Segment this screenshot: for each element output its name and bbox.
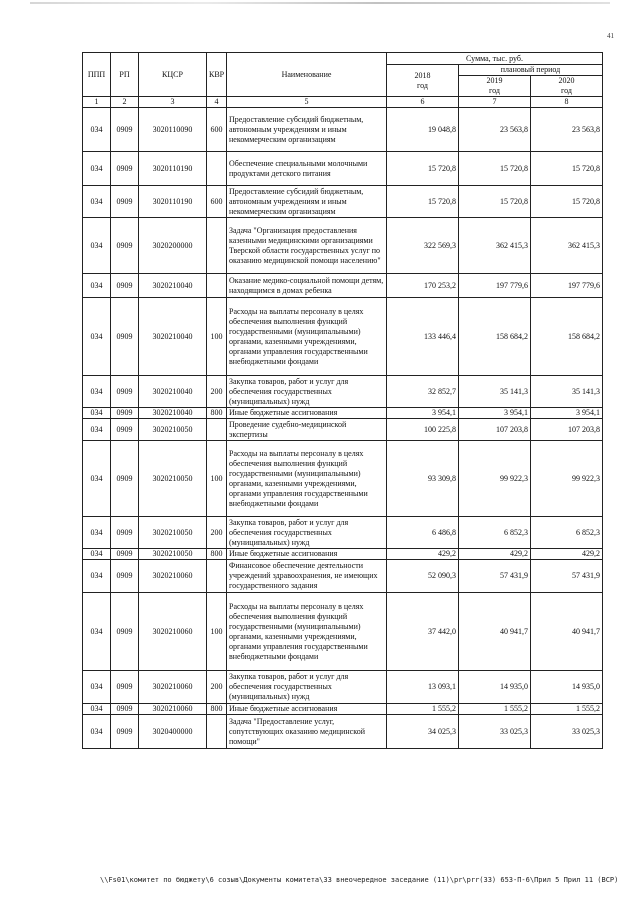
value-2018-cell: 100 225,8	[387, 419, 459, 441]
ppp-cell: 034	[83, 274, 111, 298]
value-2019-cell: 99 922,3	[459, 441, 531, 517]
kvr-cell	[207, 560, 227, 593]
table-row	[83, 593, 603, 671]
table-row	[83, 274, 603, 298]
ppp-cell: 034	[83, 152, 111, 186]
value-2018-cell: 15 720,8	[387, 186, 459, 218]
value-2019-cell: 3 954,1	[459, 408, 531, 419]
ppp-cell: 034	[83, 549, 111, 560]
value-2020-cell: 23 563,8	[531, 108, 603, 152]
ppp-cell: 034	[83, 419, 111, 441]
table-row	[83, 108, 603, 152]
table-body	[83, 108, 603, 749]
value-2019-cell: 57 431,9	[459, 560, 531, 593]
kvr-cell: 200	[207, 517, 227, 549]
kcsr-cell: 3020110090	[139, 108, 207, 152]
ppp-cell: 034	[83, 671, 111, 704]
rp-cell: 0909	[111, 704, 139, 715]
value-2020-cell: 14 935,0	[531, 671, 603, 704]
header-sum: Сумма, тыс. руб.	[387, 53, 603, 65]
value-2018-cell: 133 446,4	[387, 298, 459, 376]
value-2020-cell: 33 025,3	[531, 715, 603, 749]
rp-cell: 0909	[111, 152, 139, 186]
rp-cell: 0909	[111, 671, 139, 704]
col-number: 6	[387, 97, 459, 108]
kcsr-cell: 3020210060	[139, 671, 207, 704]
kcsr-cell: 3020210040	[139, 274, 207, 298]
value-2018-cell: 37 442,0	[387, 593, 459, 671]
name-cell: Закупка товаров, работ и услуг для обеспечения государственных (муниципальных) нужд	[227, 517, 387, 549]
name-cell: Проведение судебно-медицинской экспертизы	[227, 419, 387, 441]
value-2020-cell: 35 141,3	[531, 376, 603, 408]
value-2019-cell: 158 684,2	[459, 298, 531, 376]
value-2019-cell: 197 779,6	[459, 274, 531, 298]
kvr-cell	[207, 274, 227, 298]
page-number: 41	[607, 32, 614, 40]
header-ppp: ППП	[83, 53, 111, 97]
col-number: 8	[531, 97, 603, 108]
header-name: Наименование	[227, 53, 387, 97]
value-2018-cell: 429,2	[387, 549, 459, 560]
header-year-2019: 2019 год	[459, 76, 531, 97]
value-2020-cell: 15 720,8	[531, 186, 603, 218]
kcsr-cell: 3020210050	[139, 441, 207, 517]
header-kcsr: КЦСР	[139, 53, 207, 97]
kvr-cell: 800	[207, 704, 227, 715]
header-rp: РП	[111, 53, 139, 97]
ppp-cell: 034	[83, 560, 111, 593]
ppp-cell: 034	[83, 376, 111, 408]
value-2020-cell: 107 203,8	[531, 419, 603, 441]
value-2019-cell: 1 555,2	[459, 704, 531, 715]
table-row	[83, 671, 603, 704]
ppp-cell: 034	[83, 186, 111, 218]
kcsr-cell: 3020210040	[139, 298, 207, 376]
table-row	[83, 298, 603, 376]
table-row	[83, 376, 603, 408]
kvr-cell: 800	[207, 549, 227, 560]
kvr-cell	[207, 218, 227, 274]
col-number: 2	[111, 97, 139, 108]
header-year-2018: 2018 год	[387, 65, 459, 97]
ppp-cell: 034	[83, 715, 111, 749]
rp-cell: 0909	[111, 715, 139, 749]
value-2019-cell: 15 720,8	[459, 186, 531, 218]
value-2019-cell: 107 203,8	[459, 419, 531, 441]
kcsr-cell: 3020210060	[139, 704, 207, 715]
rp-cell: 0909	[111, 560, 139, 593]
kvr-cell: 100	[207, 298, 227, 376]
table-row	[83, 152, 603, 186]
value-2020-cell: 15 720,8	[531, 152, 603, 186]
header-year-2020: 2020 год	[531, 76, 603, 97]
value-2018-cell: 52 090,3	[387, 560, 459, 593]
name-cell: Предоставление субсидий бюджетным, автономным учреждениям и иным некоммерческим организациям	[227, 186, 387, 218]
kcsr-cell: 3020210060	[139, 560, 207, 593]
value-2018-cell: 34 025,3	[387, 715, 459, 749]
value-2018-cell: 13 093,1	[387, 671, 459, 704]
name-cell: Обеспечение специальными молочными продуктами детского питания	[227, 152, 387, 186]
ppp-cell: 034	[83, 108, 111, 152]
rp-cell: 0909	[111, 549, 139, 560]
rp-cell: 0909	[111, 218, 139, 274]
kcsr-cell: 3020200000	[139, 218, 207, 274]
table-row	[83, 218, 603, 274]
value-2020-cell: 429,2	[531, 549, 603, 560]
value-2020-cell: 362 415,3	[531, 218, 603, 274]
kcsr-cell: 3020210060	[139, 593, 207, 671]
value-2018-cell: 93 309,8	[387, 441, 459, 517]
rp-cell: 0909	[111, 441, 139, 517]
value-2020-cell: 3 954,1	[531, 408, 603, 419]
ppp-cell: 034	[83, 441, 111, 517]
rp-cell: 0909	[111, 298, 139, 376]
table-row	[83, 704, 603, 715]
name-cell: Предоставление субсидий бюджетным, автономным учреждениям и иным некоммерческим организациям	[227, 108, 387, 152]
name-cell: Расходы на выплаты персоналу в целях обеспечения выполнения функций государственными (муниципальными) органами, казенными учреждениями, органами управления государственными внебюджетными фондами	[227, 593, 387, 671]
rp-cell: 0909	[111, 376, 139, 408]
value-2020-cell: 6 852,3	[531, 517, 603, 549]
col-number: 7	[459, 97, 531, 108]
col-number: 3	[139, 97, 207, 108]
rp-cell: 0909	[111, 186, 139, 218]
value-2020-cell: 1 555,2	[531, 704, 603, 715]
kvr-cell	[207, 419, 227, 441]
kvr-cell: 200	[207, 376, 227, 408]
table-row	[83, 419, 603, 441]
rp-cell: 0909	[111, 274, 139, 298]
value-2020-cell: 57 431,9	[531, 560, 603, 593]
table-row	[83, 549, 603, 560]
value-2019-cell: 40 941,7	[459, 593, 531, 671]
kvr-cell: 100	[207, 593, 227, 671]
value-2020-cell: 40 941,7	[531, 593, 603, 671]
kcsr-cell: 3020210050	[139, 419, 207, 441]
value-2018-cell: 6 486,8	[387, 517, 459, 549]
value-2018-cell: 1 555,2	[387, 704, 459, 715]
col-number: 1	[83, 97, 111, 108]
value-2020-cell: 197 779,6	[531, 274, 603, 298]
name-cell: Расходы на выплаты персоналу в целях обеспечения выполнения функций государственными (муниципальными) органами, казенными учреждениями, органами управления государственными внебюджетными фондами	[227, 298, 387, 376]
value-2020-cell: 158 684,2	[531, 298, 603, 376]
value-2019-cell: 6 852,3	[459, 517, 531, 549]
kvr-cell: 200	[207, 671, 227, 704]
name-cell: Закупка товаров, работ и услуг для обеспечения государственных (муниципальных) нужд	[227, 671, 387, 704]
budget-table	[82, 52, 603, 749]
kcsr-cell: 3020210050	[139, 549, 207, 560]
table-row	[83, 517, 603, 549]
name-cell: Оказание медико-социальной помощи детям, находящимся в домах ребенка	[227, 274, 387, 298]
table-row	[83, 408, 603, 419]
table-row	[83, 715, 603, 749]
name-cell: Иные бюджетные ассигнования	[227, 549, 387, 560]
name-cell: Иные бюджетные ассигнования	[227, 408, 387, 419]
column-numbers-row	[83, 97, 603, 108]
value-2018-cell: 32 852,7	[387, 376, 459, 408]
table-row	[83, 441, 603, 517]
kcsr-cell: 3020210040	[139, 408, 207, 419]
name-cell: Закупка товаров, работ и услуг для обеспечения государственных (муниципальных) нужд	[227, 376, 387, 408]
header-plan-period: плановый период	[459, 65, 603, 76]
value-2018-cell: 15 720,8	[387, 152, 459, 186]
name-cell: Задача "Предоставление услуг, сопутствующих оказанию медицинской помощи"	[227, 715, 387, 749]
table-row	[83, 560, 603, 593]
name-cell: Расходы на выплаты персоналу в целях обеспечения выполнения функций государственными (муниципальными) органами, казенными учреждениями, органами управления государственными внебюджетными фондами	[227, 441, 387, 517]
kvr-cell: 800	[207, 408, 227, 419]
ppp-cell: 034	[83, 408, 111, 419]
scan-edge-artifact	[30, 2, 610, 4]
value-2019-cell: 23 563,8	[459, 108, 531, 152]
ppp-cell: 034	[83, 298, 111, 376]
value-2019-cell: 15 720,8	[459, 152, 531, 186]
rp-cell: 0909	[111, 108, 139, 152]
rp-cell: 0909	[111, 419, 139, 441]
kcsr-cell: 3020400000	[139, 715, 207, 749]
kcsr-cell: 3020210050	[139, 517, 207, 549]
col-number: 4	[207, 97, 227, 108]
kcsr-cell: 3020110190	[139, 152, 207, 186]
file-path-footer: \\Fs01\комитет по бюджету\6 созыв\Документы комитета\33 внеочередное заседание (11)\pr\prr(33) 653-П-6\Прил 5 Прил 11 (ВСР)	[100, 876, 619, 884]
ppp-cell: 034	[83, 218, 111, 274]
kvr-cell	[207, 715, 227, 749]
rp-cell: 0909	[111, 593, 139, 671]
ppp-cell: 034	[83, 704, 111, 715]
rp-cell: 0909	[111, 517, 139, 549]
value-2019-cell: 429,2	[459, 549, 531, 560]
value-2019-cell: 362 415,3	[459, 218, 531, 274]
kvr-cell: 600	[207, 108, 227, 152]
value-2018-cell: 3 954,1	[387, 408, 459, 419]
kcsr-cell: 3020210040	[139, 376, 207, 408]
kvr-cell: 100	[207, 441, 227, 517]
name-cell: Иные бюджетные ассигнования	[227, 704, 387, 715]
value-2019-cell: 35 141,3	[459, 376, 531, 408]
value-2019-cell: 33 025,3	[459, 715, 531, 749]
value-2019-cell: 14 935,0	[459, 671, 531, 704]
value-2018-cell: 170 253,2	[387, 274, 459, 298]
rp-cell: 0909	[111, 408, 139, 419]
name-cell: Задача "Организация предоставления казенными медицинскими организациями Тверской области государственных услуг по оказанию медицинской помощи населению"	[227, 218, 387, 274]
name-cell: Финансовое обеспечение деятельности учреждений здравоохранения, не имеющих государственного задания	[227, 560, 387, 593]
table-header	[83, 53, 603, 108]
col-number: 5	[227, 97, 387, 108]
kvr-cell: 600	[207, 186, 227, 218]
value-2018-cell: 19 048,8	[387, 108, 459, 152]
ppp-cell: 034	[83, 593, 111, 671]
table-row	[83, 186, 603, 218]
header-kvr: КВР	[207, 53, 227, 97]
value-2020-cell: 99 922,3	[531, 441, 603, 517]
ppp-cell: 034	[83, 517, 111, 549]
kvr-cell	[207, 152, 227, 186]
value-2018-cell: 322 569,3	[387, 218, 459, 274]
kcsr-cell: 3020110190	[139, 186, 207, 218]
